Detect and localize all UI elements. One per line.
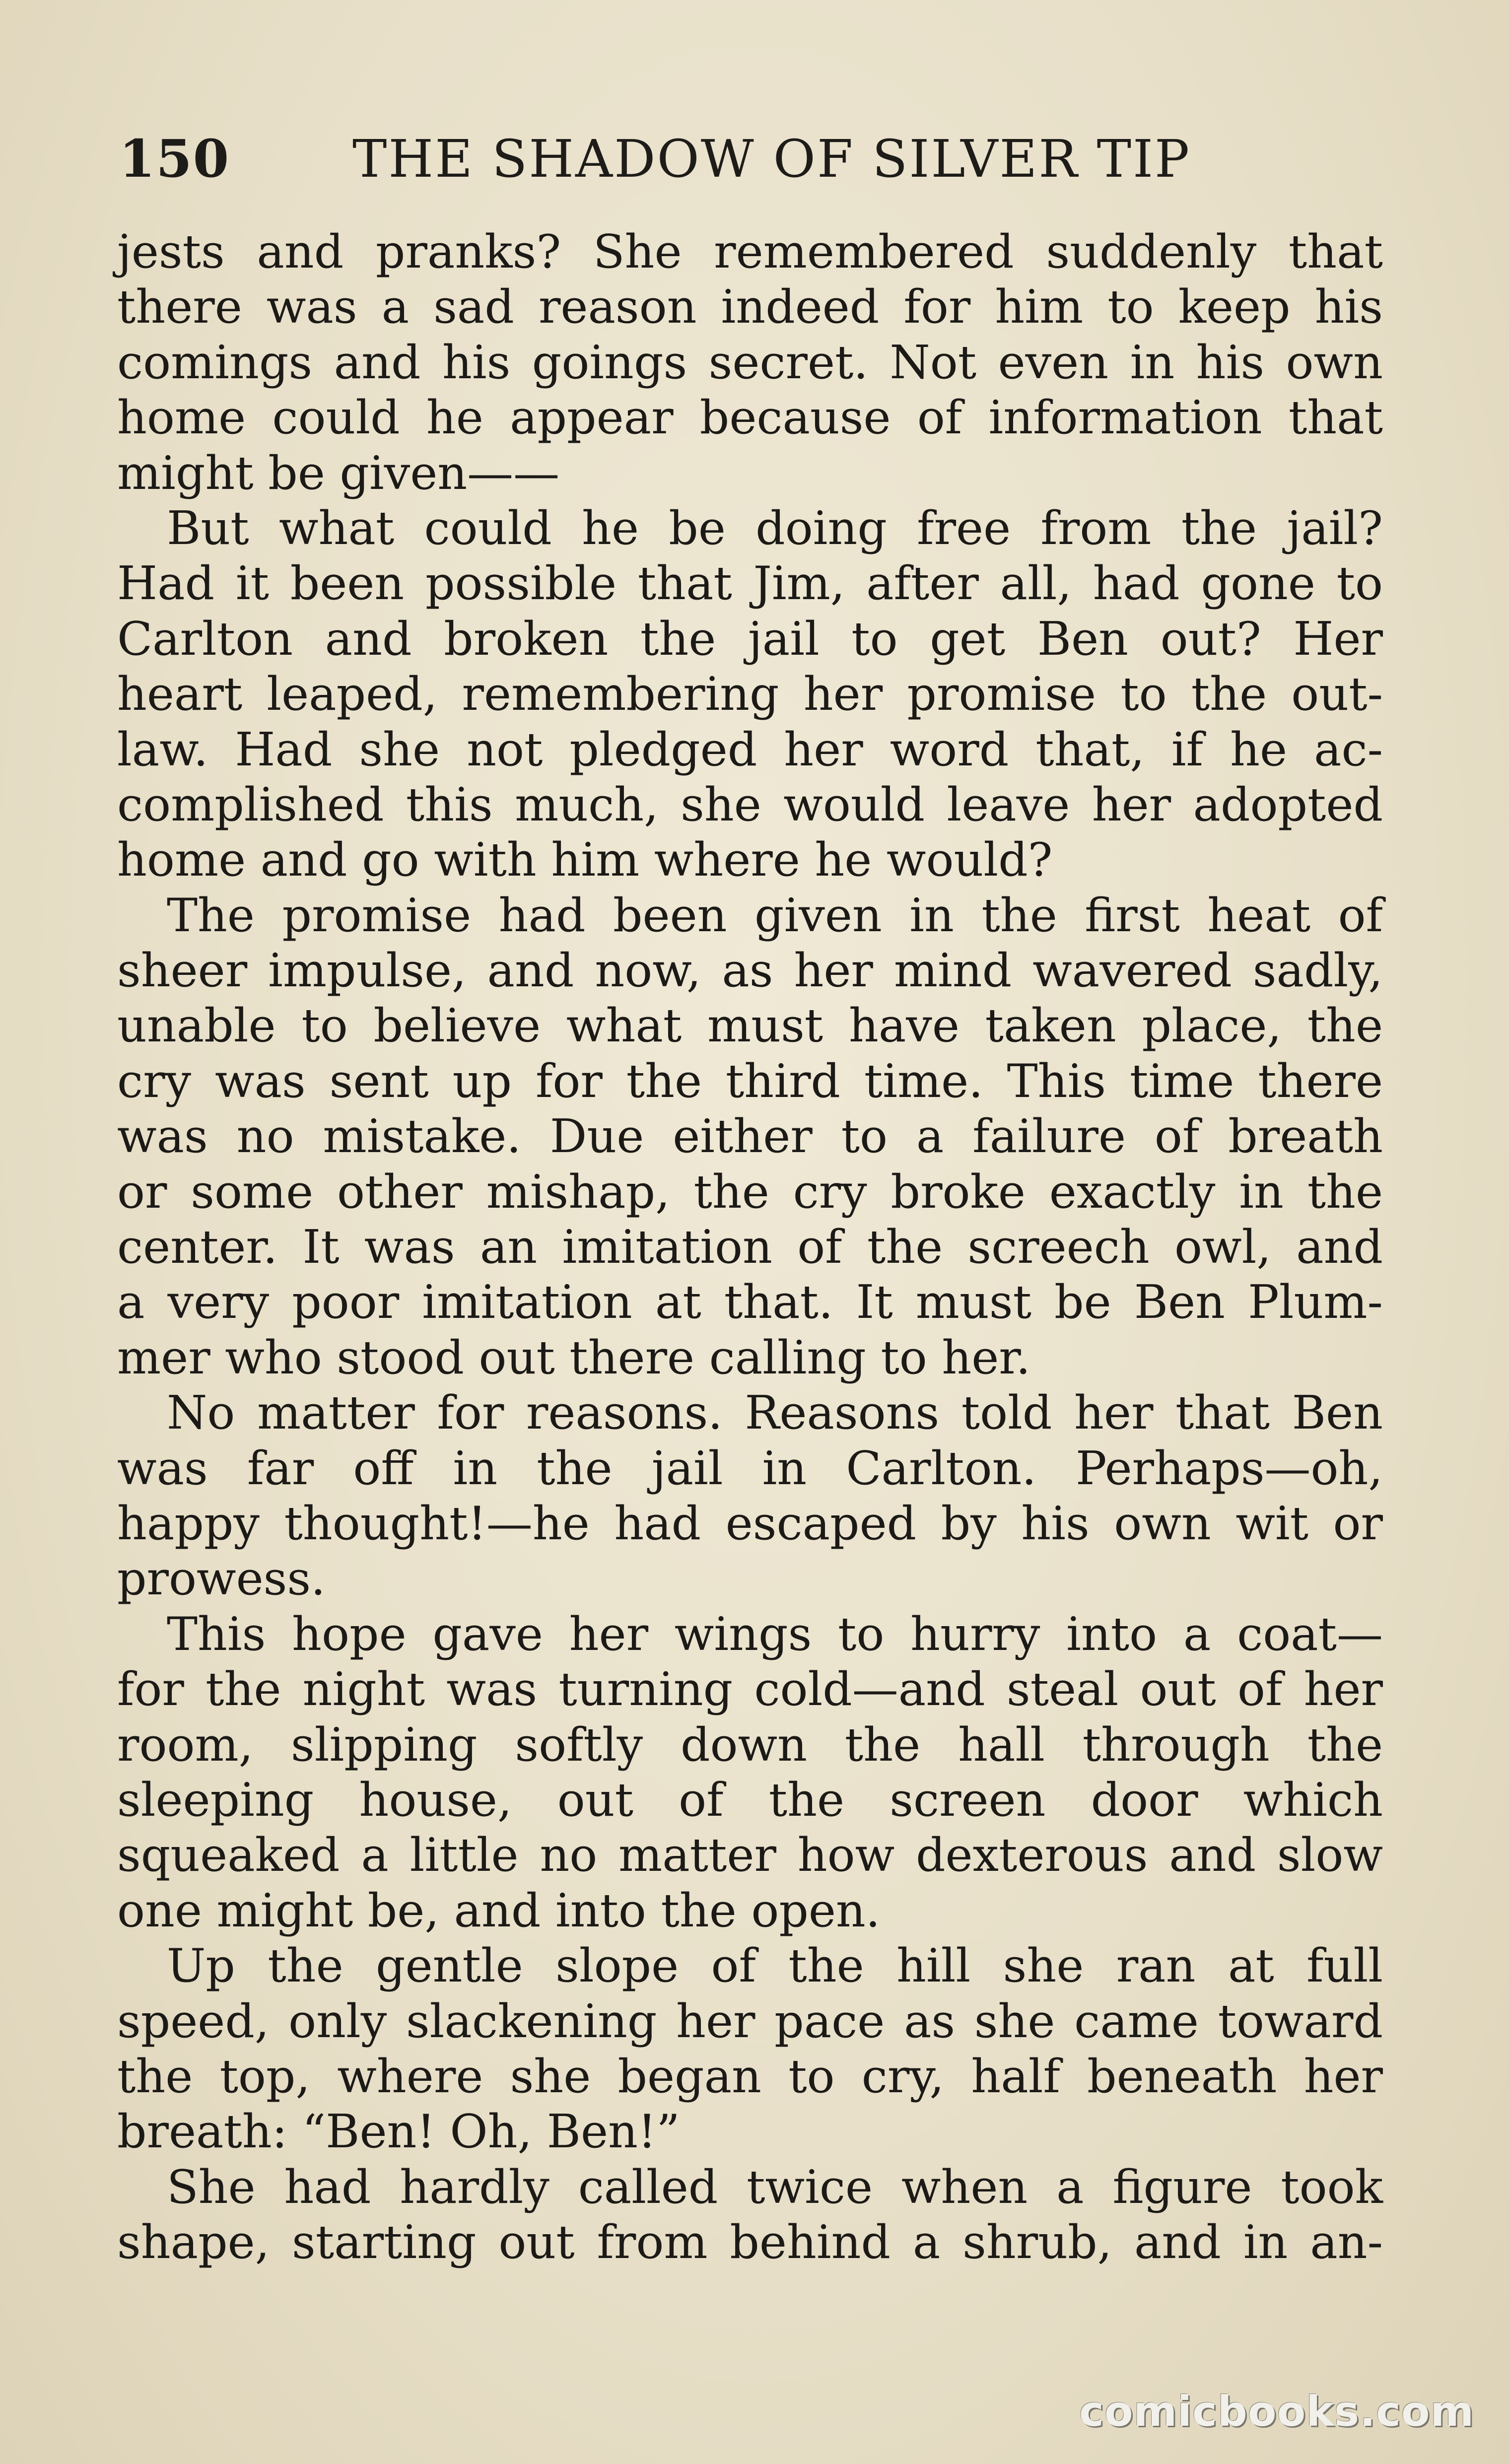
- text-line: Had it been possible that Jim, after all, had gone to: [117, 556, 1383, 611]
- text-line: there was a sad reason indeed for him to keep his: [117, 280, 1383, 334]
- text-line: sleeping house, out of the screen door which: [117, 1773, 1383, 1827]
- text-line: a very poor imitation at that. It must be Ben Plum-: [117, 1275, 1383, 1329]
- text-line: No matter for reasons. Reasons told her that Ben: [167, 1386, 1383, 1440]
- text-line: law. Had she not pledged her word that, if he ac-: [117, 722, 1383, 776]
- text-line: shape, starting out from behind a shrub, and in an-: [117, 2215, 1383, 2269]
- text-line: prowess.: [117, 1552, 326, 1606]
- text-line: room, slipping softly down the hall through the: [117, 1717, 1383, 1772]
- page-header: [119, 124, 1390, 194]
- text-line: or some other mishap, the cry broke exactly in the: [117, 1164, 1383, 1219]
- page-number: 150: [119, 128, 230, 189]
- text-line: Up the gentle slope of the hill she ran at full: [167, 1939, 1383, 1993]
- text-line: home could he appear because of information that: [117, 391, 1383, 445]
- text-line: center. It was an imitation of the screech owl, and: [117, 1220, 1383, 1274]
- text-line: one might be, and into the open.: [117, 1883, 881, 1937]
- text-line: But what could he be doing free from the jail?: [167, 501, 1383, 555]
- text-line: happy thought!—he had escaped by his own wit or: [117, 1496, 1383, 1550]
- text-line: sheer impulse, and now, as her mind wavered sadly,: [117, 944, 1383, 998]
- text-line: speed, only slackening her pace as she came toward: [117, 1994, 1383, 2048]
- text-line: squeaked a little no matter how dexterous and slow: [117, 1828, 1383, 1882]
- text-line: home and go with him where he would?: [117, 833, 1053, 887]
- text-line: was no mistake. Due either to a failure of breath: [117, 1109, 1383, 1164]
- text-line: complished this much, she would leave her adopted: [117, 777, 1383, 831]
- text-line: breath: “Ben! Oh, Ben!”: [117, 2105, 680, 2159]
- text-line: unable to believe what must have taken place, the: [117, 999, 1383, 1053]
- body-text: [117, 224, 1383, 2270]
- text-line: might be given——: [117, 446, 560, 500]
- text-line: was far off in the jail in Carlton. Perhaps—oh,: [117, 1441, 1383, 1495]
- text-line: Carlton and broken the jail to get Ben out? Her: [117, 612, 1383, 666]
- text-line: mer who stood out there calling to her.: [117, 1330, 1031, 1384]
- watermark: comicbooks.com: [1079, 2387, 1474, 2436]
- running-title: THE SHADOW OF SILVER TIP: [352, 129, 1191, 189]
- text-line: She had hardly called twice when a figure took: [167, 2160, 1383, 2214]
- text-line: jests and pranks? She remembered suddenly that: [117, 225, 1383, 278]
- text-line: The promise had been given in the first heat of: [167, 888, 1383, 942]
- text-line: for the night was turning cold—and steal out of her: [117, 1662, 1383, 1716]
- text-line: heart leaped, remembering her promise to the out-: [117, 667, 1383, 721]
- text-line: cry was sent up for the third time. This time there: [117, 1054, 1383, 1108]
- text-line: This hope gave her wings to hurry into a coat—: [167, 1607, 1383, 1661]
- text-line: comings and his goings secret. Not even in his own: [117, 335, 1383, 389]
- text-line: the top, where she began to cry, half beneath her: [117, 2049, 1383, 2103]
